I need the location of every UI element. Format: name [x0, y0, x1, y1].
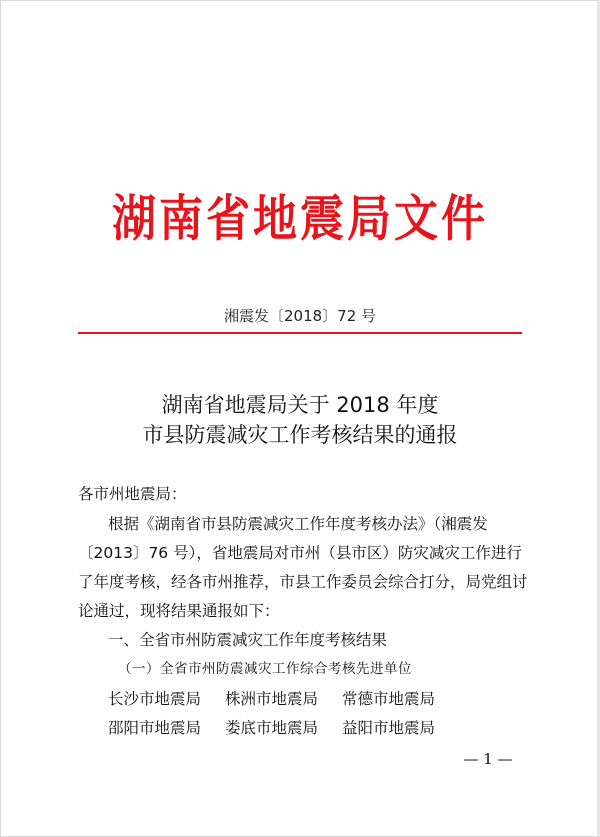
paragraph-line-2: 〔2013〕76 号），省地震局对市州（县市区）防灾减灾工作进行 [78, 544, 522, 562]
unit-name: 常德市地震局 [342, 690, 436, 708]
paragraph-line-3: 了年度考核，经各市州推荐，市县工作委员会综合打分，局党组讨 [78, 573, 528, 591]
document-title-line-1: 湖南省地震局关于 2018 年度 [161, 393, 439, 417]
unit-name: 邵阳市地震局 [108, 719, 202, 737]
document-title-line-2: 市县防震减灾工作考核结果的通报 [142, 423, 458, 447]
section-heading: 一、全省市州防震减灾工作年度考核结果 [108, 631, 388, 649]
paragraph-line-1: 根据《湖南省市县防震减灾工作年度考核办法》（湘震发 [108, 515, 488, 533]
unit-name: 株洲市地震局 [225, 690, 319, 708]
unit-name: 长沙市地震局 [108, 690, 202, 708]
red-separator-line [78, 332, 522, 334]
unit-name: 益阳市地震局 [342, 719, 436, 737]
advanced-units-row-1 [108, 688, 435, 710]
document-number: 湘震发〔2018〕72 号 [223, 307, 377, 325]
salutation: 各市州地震局： [78, 485, 187, 503]
document-header: 湖南省地震局文件 [112, 190, 488, 248]
paragraph-line-4: 论通过，现将结果通报如下： [78, 602, 280, 620]
subsection-heading: （一）全省市州防震减灾工作综合考核先进单位 [118, 661, 412, 677]
unit-name: 娄底市地震局 [225, 719, 319, 737]
advanced-units-row-2 [108, 717, 435, 739]
page-number: — 1 — [463, 750, 513, 768]
